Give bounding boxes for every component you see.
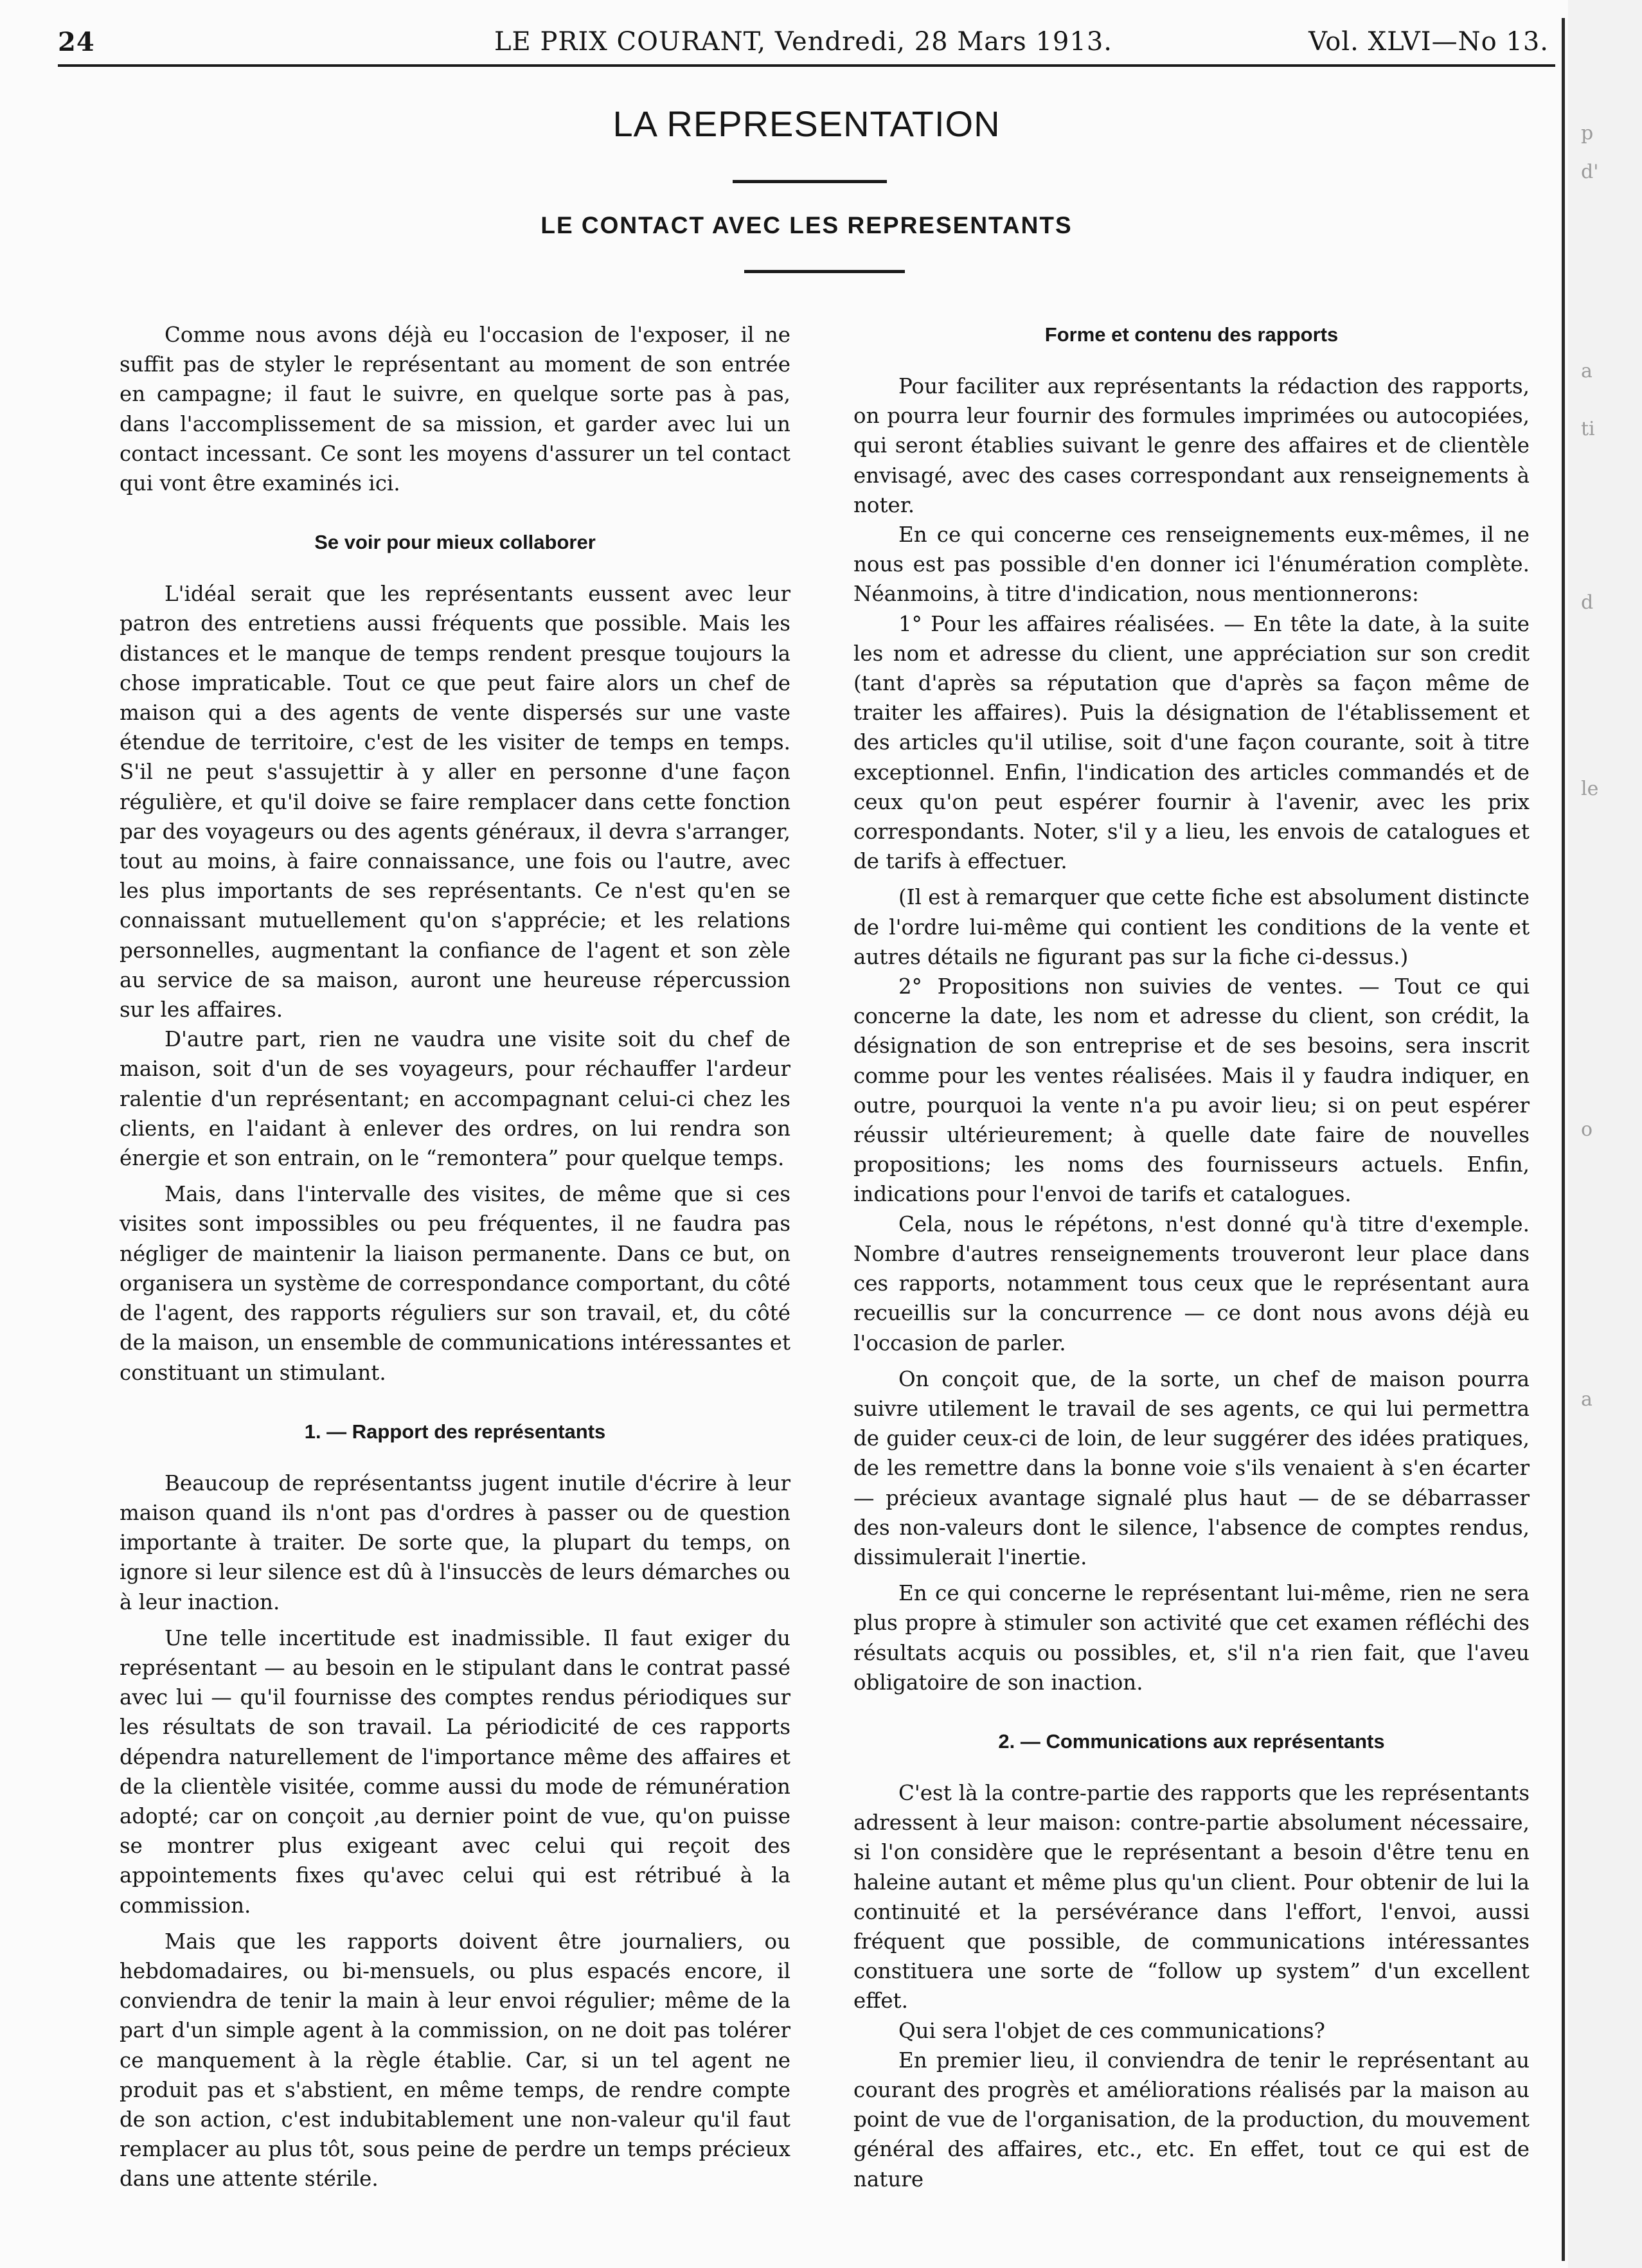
page-edge-rule bbox=[1562, 18, 1565, 2261]
right-column bbox=[853, 320, 1530, 2194]
left-column bbox=[120, 320, 790, 2194]
paragraph: D'autre part, rien ne vaudra une visite soit du chef de maison, soit d'un de ses voyageurs, pour réchauffer l'ardeur ralentie d'un représentant; en accompagnant celui-ci chez les clients, en l'aidant à enlever des ordres, on lui rendra son énergie et son entrain, on le “remontera” pour quelque temps. bbox=[120, 1027, 790, 1171]
edge-fragment: o bbox=[1581, 1118, 1593, 1141]
adjacent-page-edge bbox=[1568, 0, 1642, 2268]
edge-fragment: a bbox=[1581, 360, 1593, 382]
edge-fragment: le bbox=[1581, 778, 1599, 800]
paragraph: Une telle incertitude est inadmissible. Il faut exiger du représentant — au besoin en le stipulant dans le contrat passé avec lui — qu'il fournisse des comptes rendus périodiques sur les résultats de son travail. La périodicité de ces rapports dépendra naturellement de l'importance même des affaires et de la clientèle visitée, comme aussi du mode de rémunération adopté; car on conçoit ,au dernier point de vue, qu'on puisse se montrer plus exigeant avec celui qui reçoit des appointements fixes qu'avec celui qui est rétribué à la commission. bbox=[120, 1625, 790, 1918]
paragraph: (Il est à remarquer que cette fiche est absolument distincte de l'ordre lui-même qui contient les conditions de la vente et autres détails ne figurant pas sur la fiche ci-dessus.) bbox=[853, 885, 1530, 969]
paragraph: L'idéal serait que les représentants eussent avec leur patron des entretiens aussi fréquents que possible. Mais les distances et le manque de temps rendent presque toujours la chose impraticable. Tout ce que peut faire alors un chef de maison qui a des agents de vente dispersés sur une vaste étendue de territoire, c'est de les visiter de temps en temps. S'il ne peut s'assujettir à y aller en personne d'une façon régulière, et qu'il doive se faire remplacer dans cette fonction par des voyageurs ou des agents généraux, il devra s'arranger, tout au moins, à faire connaissance, une fois ou l'autre, avec les plus importants de ses représentants. Ce n'est qu'en se connaissant mutuellement qu'on s'apprécie; et les relations personnelles, augmentant la confiance de l'agent et son zèle au service de sa maison, auront une heureuse répercussion sur les affaires. bbox=[120, 582, 790, 1022]
paragraph: En premier lieu, il conviendra de tenir le représentant au courant des progrès et améliorations réalisés par la maison au point de vue de l'organisation, de la production, du mouvement général des affaires, etc., etc. En effet, tout ce qui est de nature bbox=[853, 2048, 1530, 2192]
paragraph: 1° Pour les affaires réalisées. — En tête la date, à la suite les nom et adresse du client, une appréciation sur son credit (tant d'après sa réputation que d'après sa façon même de traiter les affaires). Puis la désignation de l'établissement et des articles qu'il utilise, soit d'une façon courante, soit à titre exceptionnel. Enfin, l'indication des articles commandés et de ceux qu'on peut espérer fournir à l'avenir, avec les prix correspondants. Noter, s'il y a lieu, les envois de catalogues et de tarifs à effectuer. bbox=[853, 611, 1530, 874]
edge-fragment: a bbox=[1581, 1388, 1593, 1411]
paragraph: En ce qui concerne le représentant lui-même, rien ne sera plus propre à stimuler son activité que cet examen réfléchi des résultats acquis ou possibles, et, s'il n'a rien fait, que l'aveu obligatoire de son inaction. bbox=[853, 1581, 1530, 1695]
paragraph: En ce qui concerne ces renseignements eux-mêmes, il ne nous est pas possible d'en donner ici l'énumération complète. Néanmoins, à titre d'indication, nous mentionnerons: bbox=[853, 522, 1530, 607]
edge-fragment: p bbox=[1581, 122, 1594, 145]
article-title: LE CONTACT AVEC LES REPRESENTANTS bbox=[540, 212, 1073, 238]
paragraph: Cela, nous le répétons, n'est donné qu'à titre d'exemple. Nombre d'autres renseignements trouveront leur place dans ces rapports, notamment tous ceux que le représentant aura recueillis sur la concurrence — ce dont nous avons déjà eu l'occasion de parler. bbox=[853, 1211, 1530, 1355]
edge-fragment: ti bbox=[1581, 418, 1595, 440]
paragraph: Pour faciliter aux représentants la rédaction des rapports, on pourra leur fournir des formules imprimées ou autocopiées, qui seront établies suivant le genre des affaires et de clientèle envisagé, avec des cases correspondant aux renseignements à noter. bbox=[853, 374, 1530, 517]
paragraph: Qui sera l'objet de ces communications? bbox=[898, 2018, 1325, 2043]
paragraph: 2° Propositions non suivies de ventes. — Tout ce qui concerne la date, les nom et adresse du client, son crédit, la désignation de son entreprise et de ses besoins, sera inscrit comme pour les ventes réalisées. Mais il y faudra indiquer, en outre, pourquoi la vente n'a pu avoir lieu; si on peut espérer réussir ultérieurement; à quelle date faire de nouvelles propositions; les noms des fournisseurs actuels. Enfin, indications pour l'envoi de tarifs et catalogues. bbox=[853, 974, 1530, 1207]
section-title: LA REPRESENTATION bbox=[612, 103, 1001, 144]
title-divider bbox=[733, 180, 887, 183]
paragraph: On conçoit que, de la sorte, un chef de maison pourra suivre utilement le travail de ses agents, ce qui lui permettra de guider ceux-ci de loin, de leur suggérer des idées pratiques, de les remettre dans la bonne voie s'ils venaient à s'en écarter — précieux avantage signalé plus haut — de se débarrasser des non-valeurs dont le silence, l'absence de comptes rendus, dissimulerait l'inertie. bbox=[853, 1366, 1530, 1569]
subheading-communications: 2. — Communications aux représentants bbox=[998, 1729, 1385, 1753]
header-rule bbox=[58, 64, 1555, 67]
paragraph: Mais, dans l'intervalle des visites, de même que si ces visites sont impossibles ou peu fréquentes, il ne faudra pas négliger de maintenir la liaison permanente. Dans ce but, on organisera un système de correspondance comportant, du côté de l'agent, des rapports réguliers sur son travail, et, du côté de la maison, un ensemble de communications intéressantes et constituant un stimulant. bbox=[120, 1182, 790, 1385]
paragraph: Mais que les rapports doivent être journaliers, ou hebdomadaires, ou bi-mensuels, ou plus espacés encore, il conviendra de tenir la main à leur envoi régulier; même de la part d'un simple agent à la commission, on ne doit pas tolérer ce manquement à la règle établie. Car, si un tel agent ne produit pas et s'abstient, en même temps, de rendre compte de son action, c'est indubitablement une non-valeur qu'il faut remplacer au plus tôt, sous peine de perdre un temps précieux dans une attente stérile. bbox=[120, 1929, 790, 2192]
masthead: LE PRIX COURANT, Vendredi, 28 Mars 1913. bbox=[494, 27, 1112, 57]
volume-number: Vol. XLVI—No 13. bbox=[1308, 27, 1549, 57]
edge-fragment: d bbox=[1581, 591, 1594, 614]
intro-paragraph: Comme nous avons déjà eu l'occasion de l'exposer, il ne suffit pas de styler le représentant au moment de son entrée en campagne; il faut le suivre, en quelque sorte pas à pas, dans l'accomplissement de sa mission, et garder avec lui un contact incessant. Ce sont les moyens d'assurer un tel contact qui vont être examinés ici. bbox=[120, 323, 790, 496]
subheading-forme: Forme et contenu des rapports bbox=[1044, 323, 1339, 346]
paragraph: Beaucoup de représentantss jugent inutile d'écrire à leur maison quand ils n'ont pas d'ordres à passer ou de question importante à traiter. De sorte que, la plupart du temps, on ignore si leur silence est dû à l'insuccès de leurs démarches ou à leur inaction. bbox=[120, 1470, 790, 1614]
paragraph: C'est là la contre-partie des rapports que les représentants adressent à leur maison: contre-partie absolument nécessaire, si l'on considère que le représentant a besoin d'être tenu en haleine autant et même plus qu'un client. Pour obtenir de lui la continuité et la persévérance dans l'effort, l'envoi, aussi fréquent que possible, de communications intéressantes constituera une sorte de “follow up system” d'un excellent effet. bbox=[853, 1780, 1530, 2014]
subheading-se-voir: Se voir pour mieux collaborer bbox=[314, 531, 596, 554]
edge-fragment: d' bbox=[1581, 161, 1599, 183]
subheading-rapport: 1. — Rapport des représentants bbox=[304, 1420, 606, 1443]
page-number: 24 bbox=[58, 27, 95, 57]
running-header bbox=[58, 27, 1549, 66]
title-divider bbox=[744, 270, 905, 273]
